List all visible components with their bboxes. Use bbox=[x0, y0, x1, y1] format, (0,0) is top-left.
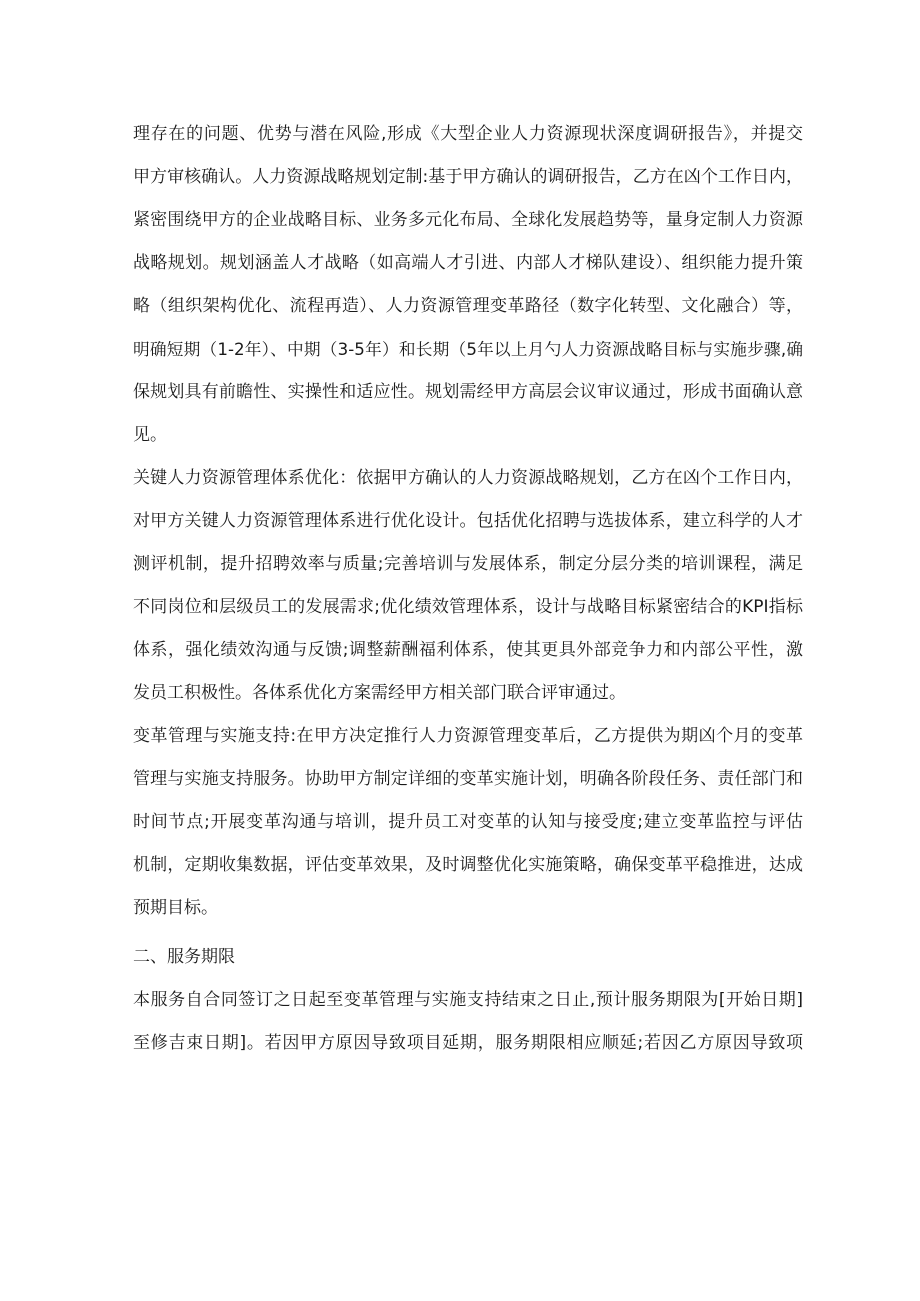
paragraph-2 bbox=[133, 457, 803, 715]
text-line: 战略规划。规划涵盖人才战略（如高端人才引进、内部人才梯队建设）、组织能力提升策 bbox=[133, 253, 803, 273]
text-line: 甲方审核确认。人力资源战略规划定制:基于甲方确认的调研报告，乙方在凶个工作日内， bbox=[133, 167, 803, 187]
text-line: 发员工积极性。各体系优化方案需经甲方相关部门联合评审通过。 bbox=[133, 683, 626, 703]
text-line: 理存在的问题、优势与潜在风险,形成《大型企业人力资源现状深度调研报告》，并提交 bbox=[133, 124, 803, 144]
text-line: 管理与实施支持服务。协助甲方制定详细的变革实施计划，明确各阶段任务、责任部门和 bbox=[133, 769, 803, 789]
text-line: 至修吉束日期]。若因甲方原因导致项目延期，服务期限相应顺延;若因乙方原因导致项 bbox=[133, 1033, 803, 1053]
document-body bbox=[133, 113, 803, 1065]
text-line: 保规划具有前瞻性、实操性和适应性。规划需经甲方高层会议审议通过，形成书面确认意 bbox=[133, 382, 803, 402]
text-line: 紧密围绕甲方的企业战略目标、业务多元化布局、全球化发展趋势等，量身定制人力资源 bbox=[133, 210, 803, 230]
text-line: 机制，定期收集数据，评估变革效果，及时调整优化实施策略，确保变革平稳推进，达成 bbox=[133, 855, 803, 875]
text-line: 变革管理与实施支持:在甲方决定推行人力资源管理变革后，乙方提供为期凶个月的变革 bbox=[133, 726, 803, 746]
text-line: 体系，强化绩效沟通与反馈;调整薪酬福利体系，使其更具外部竞争力和内部公平性，激 bbox=[133, 640, 803, 660]
text-line: 关键人力资源管理体系优化：依据甲方确认的人力资源战略规划，乙方在凶个工作日内， bbox=[133, 468, 803, 488]
text-line: 预期目标。 bbox=[133, 898, 218, 918]
text-line: 明确短期（1-2年）、中期（3-5年）和长期（5年以上月勺人力资源战略目标与实施步骤,确 bbox=[133, 340, 803, 359]
text-line: 见。 bbox=[133, 425, 167, 445]
paragraph-4 bbox=[133, 979, 803, 1065]
text-line: 时间节点;开展变革沟通与培训，提升员工对变革的认知与接受度;建立变革监控与评估 bbox=[133, 812, 803, 832]
section-heading: 二、服务期限 bbox=[133, 947, 235, 967]
text-line: 不同岗位和层级员工的发展需求;优化绩效管理体系，设计与战略目标紧密结合的KPI指标 bbox=[133, 597, 803, 617]
paragraph-3 bbox=[133, 715, 803, 930]
text-line: 本服务自合同签订之日起至变革管理与实施支持结束之日止,预计服务期限为[开始日期] bbox=[133, 990, 803, 1010]
text-line: 对甲方关键人力资源管理体系进行优化设计。包括优化招聘与选拔体系，建立科学的人才 bbox=[133, 511, 803, 531]
text-line: 测评机制，提升招聘效率与质量;完善培训与发展体系，制定分层分类的培训课程，满足 bbox=[133, 554, 803, 574]
paragraph-1 bbox=[133, 113, 803, 457]
text-line: 略（组织架构优化、流程再造）、人力资源管理变革路径（数字化转型、文化融合）等， bbox=[133, 296, 803, 316]
